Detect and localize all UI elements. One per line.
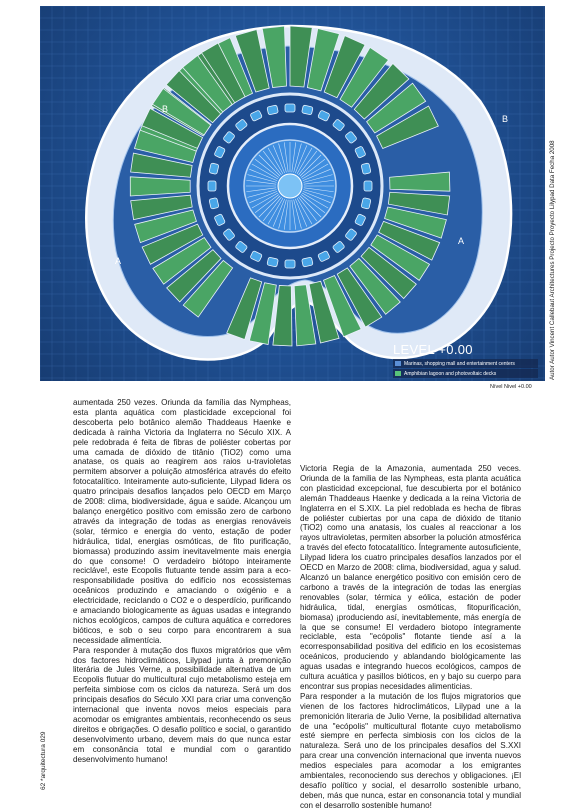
level-title: LEVEL +0.00 [393, 342, 473, 357]
image-credit [549, 140, 561, 381]
garden-bed [130, 177, 190, 196]
article-column-spanish [300, 464, 521, 811]
section-marker-b-right: B [502, 114, 509, 124]
floor-plan-drawing [40, 6, 545, 381]
section-marker-a-right: A [458, 236, 465, 246]
page-folio-text: 62 *arquitectura 029 [40, 731, 47, 790]
level-caption: Nível Nivel +0.00 [490, 384, 532, 390]
hub-pod [208, 181, 216, 191]
paragraph-pt-1: aumentada 250 vezes. Oriunda da família das Nympheas, esta planta aquática com plasticidade excepcional foi descoberta pelo botânico alemão Thaddeaus Haenke e dedicada à rainha Victoria da Inglaterra no Século XIX. A pele redobrada é feita de fibras de poliéster cobertas por uma camada de dióxido de titânio (TiO2) como uma anatase, os quais ao reagirem aos raios u-travioletas permitem absorver a poluição atmosférica através do efeito fotocatalítico. Inteiramente auto-suficiente, Lilypad lidera os quatro principais desafios lançados pelo OECD em Março de 2008: clima, biodiversidade, água e saúde. Alcançou um balanço energético positivo com emissão zero de carbono através da integração de todas as energias renováveis (solar, térmico e energia do vento, estação de poder hidráulica, tidal, energias osmóticas, de fito purificação, biomassa) produzindo assim inevitavelmente mais energia do que consome! O verdadeiro biótopo inteiramente recicláve!, este Ecopolis flutuante tende assim para a eco-responsabilidade positiva do edifício nos ecossistemas oceânicos produzindo e amaciando o oxigénio e a electricidade, reciclando o CO2 e o desperdício, purificando e amaciando biologicamente as águas usadas e integrando nichos ecológicos, campos de cultura aquática e corredores bióticos, e sob o seu corpo para encontrarem a sua necessidade alimentícia. [73, 398, 291, 645]
legend-swatch-lagoon [395, 371, 401, 376]
central-hub [198, 94, 382, 278]
hub-pod [302, 105, 314, 115]
legend-row-marinas [393, 359, 538, 368]
paragraph-es-1: Victoria Regia de la Amazonia, aumentada 250 veces. Oriunda de la familia de las Nympheas, esta planta acuática con plasticidad excepcional, fue descubierta por el botánico alemán Thaddeaus Haenke y dedicada a la reina Victoria de Inglaterra en el S.XIX. La piel redoblada es hecha de fibras de poliéster cubiertas por una capa de dióxido de titanio (TiO2) como una anatasis, los cuales al reaccionar a los rayos ultravioletas, permiten absorber la polución atmosférica a través del efecto fotocatalítico. Íntegramente autosuficiente, Lilypad lidera los cuatro principales desafíos lanzados por el OECD en Marzo de 2008: clima, biodiversidad, agua y salud. Alcanzó un balance energético positivo con emisión cero de carbono a través de la integración de todas las energías renovables (solar, térmica y eólica, estación de poder hidráulica, tidal, energías osmóticas, fitopurificación, biomasa) ¡produciendo así, inevitablemente, más energía de la que se consume! El verdadero biotopo íntegramente reciclable, esta "ecópolis" flotante tiende así a la ecorresponsabilidad positiva del edificio en los ecosistemas oceánicos, produciendo y ablandando biológicamente las aguas usadas e integrando huecos ecológicos, campos de cultura acuática y pasillos bióticos, en y bajo su cuerpo para encontrar sus propias necesidades alimenticias. [300, 464, 521, 691]
hub-pod [209, 163, 219, 175]
section-marker-a-left: A [115, 256, 122, 266]
legend-swatch-marinas [395, 361, 401, 366]
hub-pod [267, 105, 279, 115]
image-credit-text: Autor Autor Vincent Callebaut Architectures Projecto Proyecto Lilypad Data Fecha 2008 [549, 140, 556, 380]
section-marker-b-top: B [162, 104, 169, 114]
hub-pod [361, 163, 371, 175]
legend-row-lagoon [393, 369, 538, 378]
hub-pod [267, 257, 279, 267]
legend-label-lagoon: Amphibian lagoon and photovoltaic decks [404, 370, 497, 377]
page-folio [40, 731, 47, 791]
hub-pod [302, 257, 314, 267]
legend-label-marinas: Marinas, shopping mall and entertainment centers [404, 360, 515, 367]
hub-pod [285, 260, 295, 268]
article-column-portuguese [73, 398, 291, 765]
level-legend [393, 342, 538, 378]
hub-core [278, 174, 302, 198]
floor-plan-image [40, 6, 545, 381]
hub-pod [285, 104, 295, 112]
hub-pod [364, 181, 372, 191]
hub-pod [361, 198, 371, 210]
hub-pod [209, 198, 219, 210]
paragraph-es-2: Para responder a la mutación de los flujos migratorios que vienen de los factores hidroclimáticos, Lilypad une a la premonición literaria de Julio Verne, la posibilidad alternativa de una "ecópolis" multicultural flotante cuyo metabolismo esté siempre en perfecta simbiosis con los ciclos de la naturaleza. Será uno de los principales desafíos del S.XXI para crear una convención internacional que inventa nuevos medios especiales para acomodar a los emigrantes ambientales, reconociendo sus derechos y obligaciones. ¡El desafío político y social, el desarrollo sostenible urbano, deben, más que nunca, estar en consonancia total y mundial con el desarrollo sostenible humano! [300, 691, 521, 810]
paragraph-pt-2: Para responder à mutação dos fluxos migratórios que vêm dos factores hidroclimáticos, Lilypad junta à premonição literária de Jules Verne, a possibilidade alternativa de um Ecopolis flutuar do multicultural cujo metabolismo esteja em perfeita simbiose com os ciclos da natureza. Será um dos principais desafios do Século XXI para criar uma convenção internacional que inventa novos meios especiais para acomodar os emigrantes ambientais, reconhecendo os seus direitos e obrigações. O desafio político e social, o garantido desenvolvimento urbano, devem mais do que nunca estar em consonância total e mundial com o garantido desenvolvimento humano! [73, 645, 291, 764]
